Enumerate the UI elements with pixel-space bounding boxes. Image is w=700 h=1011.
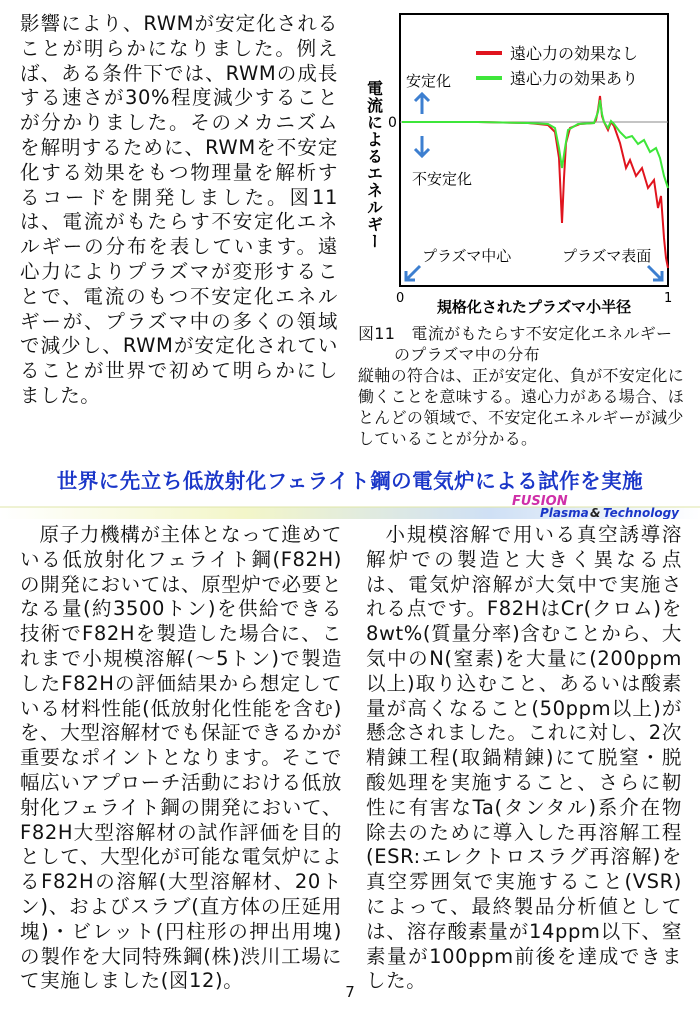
unstable-arrow-icon bbox=[415, 136, 429, 156]
x-axis-label: 規格化されたプラズマ小半径 bbox=[436, 298, 632, 316]
x-end-label: 1 bbox=[664, 291, 673, 306]
caption-title: 図11 電流がもたらす不安定化エネルギー bbox=[358, 324, 673, 343]
center-arrow-icon bbox=[406, 266, 420, 280]
stable-label: 安定化 bbox=[406, 72, 452, 90]
energy-distribution-chart bbox=[358, 8, 688, 318]
banner-technology: Technology bbox=[603, 506, 679, 519]
legend-label-with-effect: 遠心力の効果あり bbox=[510, 69, 639, 88]
caption-description: 縦軸の符合は、正が安定化、負が不安定化に働くことを意味する。遠心力がある場合、ほとんどの領域で、不安定化エネルギーが減少していることが分かる。 bbox=[358, 366, 685, 448]
y-axis-label: 電流によるエネルギー bbox=[364, 80, 384, 250]
caption-title-continued: のプラズマ中の分布 bbox=[394, 345, 540, 364]
banner-amp: & bbox=[590, 506, 601, 519]
unstable-label: 不安定化 bbox=[412, 170, 473, 188]
fusion-banner bbox=[0, 493, 700, 519]
plasma-center-label: プラズマ中心 bbox=[422, 247, 512, 265]
figure-caption bbox=[358, 323, 693, 449]
left-column-paragraph: 原子力機構が主体となって進めている低放射化フェライト鋼(F82H)の開発においては、原型炉で必要となる量(約3500トン)を供給できる技術でF82Hを製造した場合に、これまで小規模溶解(～5トン)で製造したF82Hの評価結果から想定している材料性能(低放射化性能を含む)を、大型溶解材でも保証できるかが重要なポイントとなります。そこで幅広いアプローチ活動における低放射化フェライト鋼の開発において、F82H大型溶解材の試作評価を目的として、大型化が可能な電気炉によるF82Hの溶解(大型溶解材、20トン)、およびスラブ(直方体の圧延用塊)・ビレット(円柱形の押出用塊)の製作を大同特殊鋼(株)渋川工場にて実施しました(図12)。 bbox=[20, 523, 342, 993]
banner-graphic bbox=[0, 493, 700, 519]
figure-11 bbox=[358, 8, 688, 318]
right-column-paragraph: 小規模溶解で用いる真空誘導溶解炉での製造と大きく異なる点は、電気炉溶解が大気中で実施される点です。F82HはCr(クロム)を8wt%(質量分率)含むことから、大気中のN(窒素)を大量に(200ppm以上)取り込むこと、あるいは酸素量が高くなること(50ppm以上)が懸念されました。これに対し、2次精錬工程(取鍋精錬)にて脱窒・脱酸処理を実施すること、さらに靭性に有害なTa(タンタル)系介在物除去のために導入した再溶解工程(ESR:エレクトロスラグ再溶解)を真空雰囲気で実施すること(VSR)によって、最終製品分析値としては、溶存酸素量が14ppm以下、窒素量が100ppm前後を達成できました。 bbox=[366, 523, 682, 993]
section-title: 世界に先立ち低放射化フェライト鋼の電気炉による試作を実施 bbox=[56, 469, 644, 493]
edge-arrow-icon bbox=[648, 266, 662, 280]
stable-arrow-icon bbox=[415, 94, 429, 114]
page-number: 7 bbox=[345, 983, 355, 1001]
banner-fusion: FUSION bbox=[512, 494, 568, 509]
intro-paragraph: 影響により、RWMが安定化されることが明らかになりました。例えば、ある条件下では、RWMの成長する速さが30%程度減少することが分かりました。そのメカニズムを解明するために、RWMを不安定化する効果をもつ物理量を解析するコードを開発しました。図11は、電流がもたらす不安定化エネルギーの分布を表しています。遠心力によりプラズマが変形することで、電流のもつ不安定化エネルギーが、プラズマ中の多くの領域で減少し、RWMが安定化されていることが世界で初めて明らかにしました。 bbox=[20, 12, 338, 407]
x-start-label: 0 bbox=[396, 291, 405, 306]
y-zero-label: 0 bbox=[388, 115, 397, 131]
legend-label-no-effect: 遠心力の効果なし bbox=[510, 44, 639, 63]
plasma-edge-label: プラズマ表面 bbox=[562, 247, 652, 265]
banner-plasma: Plasma bbox=[540, 506, 589, 519]
